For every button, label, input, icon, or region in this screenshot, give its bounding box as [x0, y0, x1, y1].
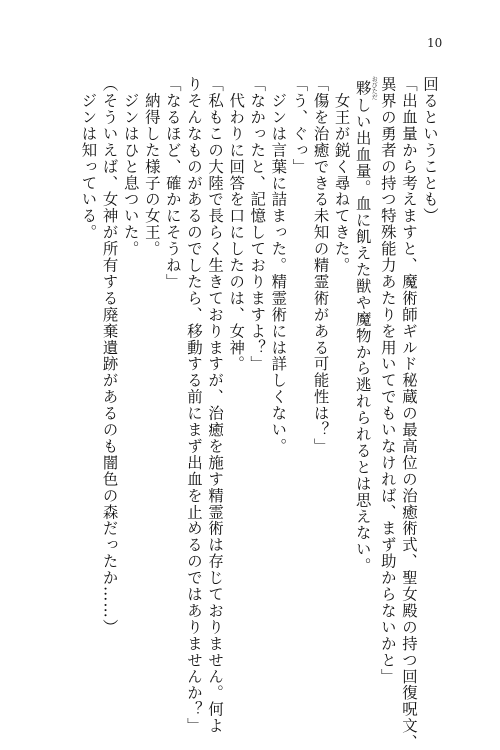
text-line: 「う、ぐっ」: [290, 76, 309, 175]
text-line: （そういえば、女神が所有する廃棄遺跡があるのも闇色の森だったか……）: [100, 76, 119, 636]
text-line: 「出血量から考えますと、魔術師ギルド秘蔵の最高位の治癒術式、聖女殿の持つ回復呪文、: [399, 76, 418, 750]
text-line: 「私もこの大陸で長らく生きておりますが、治癒を施す精霊術は存じておりません。何よ: [206, 76, 225, 734]
ruby-word: [353, 76, 378, 100]
text-line: りそんなものがあるのでしたら、移動する前にまず出血を止めるのではありませんか？」: [184, 76, 203, 734]
text-line: 納得した様子の女王。: [142, 76, 161, 257]
text-line: 「傷を治癒できる未知の精霊術がある可能性は？」: [311, 76, 330, 455]
text-line: 異界の勇者の持つ特殊能力あたりを用いてでもいなければ、まず助からないかと」: [378, 76, 397, 685]
text-line: ジンは言葉に詰まった。精霊術には詳しくない。: [269, 76, 288, 455]
text-line: ジンはひと息ついた。: [121, 76, 140, 257]
text-line: 代わりに回答を口にしたのは、女神。: [227, 76, 246, 373]
page-number: 10: [427, 36, 443, 50]
ruby-base: 夥: [353, 76, 372, 100]
text-line: 「なるほど、確かにそうね」: [163, 76, 182, 290]
text-line: 「なかったと、記憶しておりますよ？」: [248, 76, 267, 373]
body-text: [77, 76, 440, 750]
text-line: 女王が鋭く尋ねてきた。: [332, 76, 351, 274]
ruby-reading: おびただ: [370, 76, 378, 100]
text-line: ジンは知っている。: [79, 76, 98, 241]
text-segment: しい出血量。血に飢えた獣や魔物から逃れられるとは思えない。: [353, 96, 372, 575]
text-line: 回るということも）: [421, 76, 439, 225]
text-line: [352, 76, 377, 686]
